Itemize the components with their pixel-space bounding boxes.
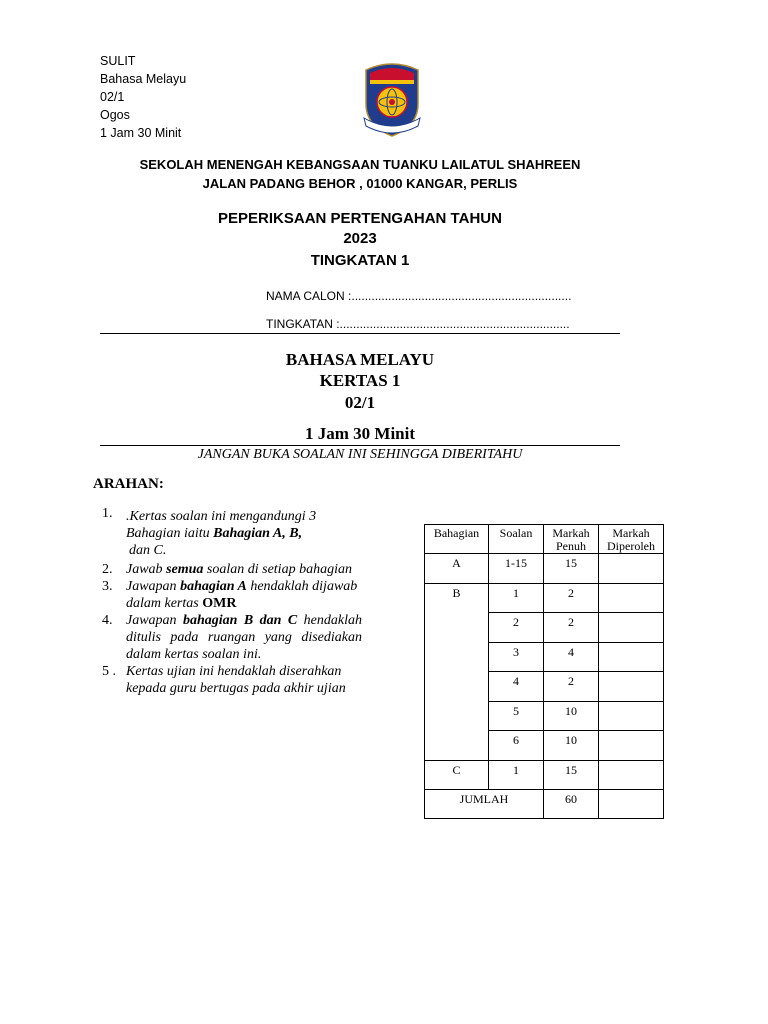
- table-row: [425, 554, 664, 584]
- school-name: SEKOLAH MENENGAH KEBANGSAAN TUANKU LAILATUL SHAHREEN: [139, 157, 581, 172]
- table-row: [425, 760, 664, 790]
- instruction-item: [100, 508, 362, 559]
- cell-section: C: [425, 760, 489, 790]
- cell-obtained[interactable]: [599, 672, 664, 702]
- cell-question: 3: [489, 642, 544, 672]
- instruction-text: hendaklah dijawab dalam kertas: [126, 579, 358, 611]
- instruction-text: .Kertas soalan ini mengandungi 3 Bahagian iaitu: [126, 509, 317, 541]
- table-header-row: [425, 525, 664, 554]
- instruction-number: 4.: [102, 613, 113, 628]
- total-label: JUMLAH: [425, 790, 544, 819]
- instruction-bold: Bahagian A, B,: [213, 526, 303, 541]
- header-month: Ogos: [100, 108, 130, 122]
- warning-text: JANGAN BUKA SOALAN INI SEHINGGA DIBERITAHU: [197, 447, 523, 462]
- cell-question: 5: [489, 701, 544, 731]
- paper-name: KERTAS 1: [319, 371, 401, 390]
- paper-code: 02/1: [344, 393, 376, 412]
- total-marks: 60: [544, 790, 599, 819]
- instruction-number: 1.: [102, 506, 113, 521]
- header-section: Bahagian: [425, 525, 489, 554]
- cell-marks: 10: [544, 701, 599, 731]
- instruction-text: Jawapan: [126, 579, 181, 594]
- exam-year: 2023: [343, 230, 377, 247]
- instruction-bold: bahagian A: [180, 579, 247, 594]
- header-duration: 1 Jam 30 Minit: [100, 126, 182, 140]
- table-total-row: [425, 790, 664, 819]
- classification-label: SULIT: [100, 54, 136, 68]
- cell-marks: 2: [544, 672, 599, 702]
- cell-obtained[interactable]: [599, 701, 664, 731]
- instruction-number: 5 .: [102, 664, 116, 679]
- cell-question: 1-15: [489, 554, 544, 584]
- cell-marks: 10: [544, 731, 599, 761]
- candidate-class-field[interactable]: TINGKATAN :.....................................................................: [266, 317, 570, 331]
- instruction-number: 3.: [102, 579, 113, 594]
- cell-question: 1: [489, 760, 544, 790]
- instructions-heading: ARAHAN:: [93, 476, 164, 492]
- cell-question: 2: [489, 613, 544, 643]
- instruction-item: [100, 578, 362, 612]
- cell-section: B: [425, 583, 489, 760]
- instruction-item: [100, 612, 362, 663]
- paper-duration: 1 Jam 30 Minit: [304, 424, 416, 443]
- exam-form: TINGKATAN 1: [310, 252, 410, 269]
- divider: [100, 333, 620, 334]
- instruction-text: hendaklah ditulis pada ruangan yang disediakan dalam kertas soalan ini.: [126, 613, 362, 662]
- school-address: JALAN PADANG BEHOR , 01000 KANGAR, PERLIS: [202, 176, 518, 191]
- candidate-name-field[interactable]: NAMA CALON :..................................................................: [266, 289, 572, 303]
- cell-marks: 4: [544, 642, 599, 672]
- cell-marks: 2: [544, 613, 599, 643]
- instructions-list: [100, 508, 362, 697]
- cell-obtained[interactable]: [599, 731, 664, 761]
- instruction-item: [100, 561, 362, 578]
- total-obtained[interactable]: [599, 790, 664, 819]
- instruction-bold: OMR: [202, 596, 237, 611]
- instruction-bold: bahagian B dan C: [183, 613, 298, 628]
- cell-question: 1: [489, 583, 544, 613]
- cell-obtained[interactable]: [599, 583, 664, 613]
- cell-marks: 2: [544, 583, 599, 613]
- instruction-item: [100, 663, 362, 697]
- header-code: 02/1: [100, 90, 125, 104]
- instruction-text: Jawab: [126, 562, 167, 577]
- header-full-marks: Markah Penuh: [544, 525, 599, 554]
- paper-subject: BAHASA MELAYU: [285, 350, 435, 369]
- cell-obtained[interactable]: [599, 554, 664, 584]
- cell-obtained[interactable]: [599, 642, 664, 672]
- cell-obtained[interactable]: [599, 613, 664, 643]
- cell-marks: 15: [544, 760, 599, 790]
- header-question: Soalan: [489, 525, 544, 554]
- header-obtained-marks: Markah Diperoleh: [599, 525, 664, 554]
- cell-question: 6: [489, 731, 544, 761]
- instruction-text: soalan di setiap bahagian: [203, 562, 352, 577]
- instruction-number: 2.: [102, 562, 113, 577]
- instruction-text: Jawapan: [126, 613, 183, 628]
- header-info: [100, 52, 186, 142]
- header-subject: Bahasa Melayu: [100, 72, 187, 86]
- instruction-text: Kertas ujian ini hendaklah diserahkan kepada guru bertugas pada akhir ujian: [126, 664, 346, 696]
- cell-section: A: [425, 554, 489, 584]
- cell-question: 4: [489, 672, 544, 702]
- table-row: [425, 583, 664, 613]
- instruction-bold: semua: [166, 562, 204, 577]
- cell-obtained[interactable]: [599, 760, 664, 790]
- cell-marks: 15: [544, 554, 599, 584]
- marks-table: [424, 524, 664, 819]
- exam-title: PEPERIKSAAN PERTENGAHAN TAHUN: [218, 210, 502, 227]
- school-crest-icon: [360, 60, 424, 138]
- instruction-text: dan C.: [129, 543, 167, 558]
- divider: [100, 445, 620, 446]
